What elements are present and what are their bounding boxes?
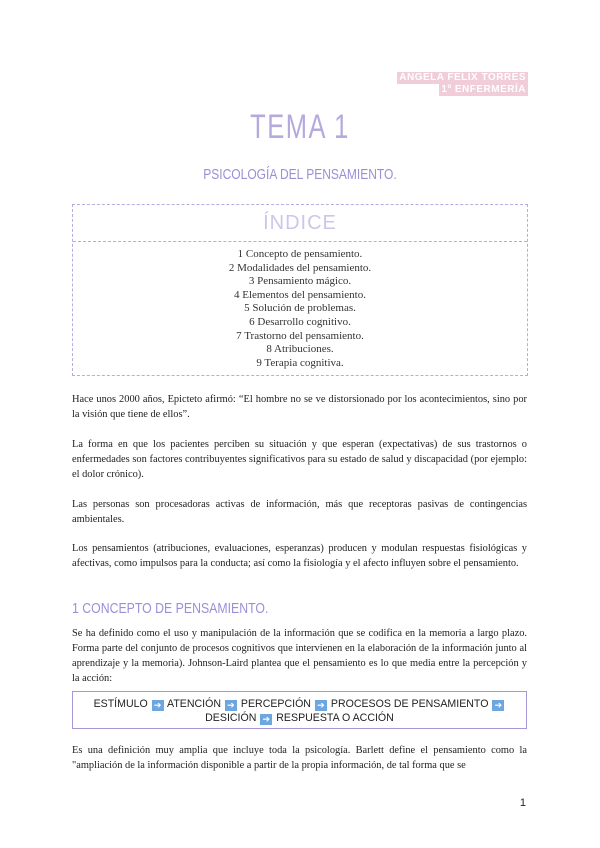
author-course: 1º ENFERMERÍA [441, 84, 526, 95]
page-subtitle: PSICOLOGÍA DEL PENSAMIENTO. [203, 166, 397, 183]
section-heading: 1 CONCEPTO DE PENSAMIENTO. [72, 600, 269, 617]
author-block [397, 72, 528, 96]
index-item: 4 Elementos del pensamiento. [234, 288, 366, 301]
flow-step: DESICIÓN [205, 712, 257, 724]
paragraph-epicteto: Hace unos 2000 años, Epicteto afirmó: “El hombre no se ve distorsionado por los acontecimientos, sino por la visión que tiene de ellos”. [72, 394, 527, 420]
flow-step: PROCESOS DE PENSAMIENTO [330, 698, 489, 710]
index-item: 1 Concepto de pensamiento. [237, 248, 363, 260]
paragraph-processors: Las personas son procesadoras activas de información, más que receptoras pasivas de contingencias ambientales. [72, 499, 527, 525]
paragraph-barlett: Es una definición muy amplia que incluye toda la psicología. Barlett define el pensamiento como la "ampliación de la información disponible a partir de la propia información, de tal forma que se [72, 745, 527, 771]
arrow-right-icon: ➔ [225, 700, 237, 711]
flow-step: ATENCIÓN [167, 698, 221, 710]
flow-step: RESPUESTA O ACCIÓN [276, 712, 394, 724]
author-name: ÁNGELA FÉLIX TORRES [399, 72, 526, 83]
arrow-right-icon: ➔ [260, 714, 272, 725]
paragraph-thoughts: Los pensamientos (atribuciones, evaluaciones, esperanzas) producen y modulan respuestas fisiológicas y afectivas, como impulsos para la conducta; así como la fisiología y el afecto influyen sobre el pensamiento. [72, 543, 527, 569]
index-item: 8 Atribuciones. [266, 343, 334, 356]
page-number: 1 [519, 797, 526, 809]
index-item: 2 Modalidades del pensamiento. [228, 261, 372, 274]
arrow-right-icon: ➔ [492, 700, 504, 711]
page-title: TEMA 1 [250, 108, 350, 146]
flow-step: PERCEPCIÓN [240, 698, 311, 710]
flow-step: ESTÍMULO [93, 698, 148, 710]
index-item: 5 Solución de problemas. [244, 302, 356, 315]
paragraph-perception: La forma en que los pacientes perciben su situación y que esperan (expectativas) de sus trastornos o enfermedades son factores contribuyentes significativos para su estado de salud y discapacidad (por ejemplo: el dolor crónico). [72, 439, 527, 480]
index-list [73, 242, 527, 370]
arrow-right-icon: ➔ [152, 700, 164, 711]
index-item: 3 Pensamiento mágico. [248, 275, 352, 288]
index-box [72, 204, 528, 376]
paragraph-definition: Se ha definido como el uso y manipulación de la información que se codifica en la memoria a largo plazo. Forma parte del conjunto de procesos cognitivos que intervienen en la elaboración de la información junto al aprendizaje y la memoria). Johnson-Laird plantea que el pensamiento es lo que media entre la percepción y la acción: [72, 628, 527, 684]
process-flow-box [72, 691, 527, 729]
arrow-right-icon: ➔ [315, 700, 327, 711]
index-item: 7 Trastorno del pensamiento. [236, 329, 364, 342]
index-heading: ÍNDICE [73, 205, 527, 242]
index-item: 6 Desarrollo cognitivo. [249, 315, 351, 328]
index-item: 9 Terapia cognitiva. [256, 356, 344, 369]
